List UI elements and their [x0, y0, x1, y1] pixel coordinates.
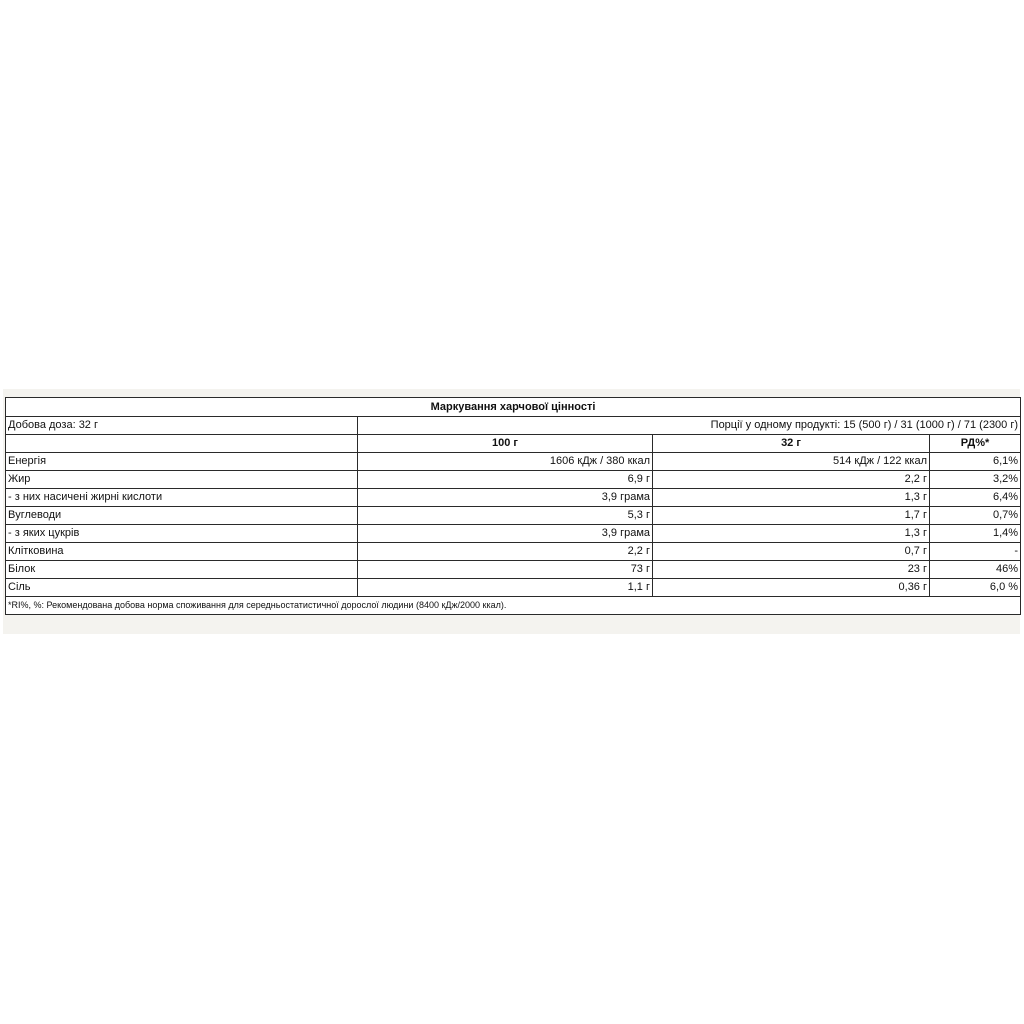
per-32g-value: 514 кДж / 122 ккал	[653, 453, 930, 471]
nutrient-name: Вуглеводи	[6, 507, 358, 525]
per-100g-value: 3,9 грама	[358, 489, 653, 507]
table-title: Маркування харчової цінності	[6, 398, 1021, 417]
table-row	[6, 489, 1021, 507]
table-row	[6, 525, 1021, 543]
rd-percent-value: 6,0 %	[930, 579, 1021, 597]
rd-percent-value: 6,4%	[930, 489, 1021, 507]
per-100g-value: 1606 кДж / 380 ккал	[358, 453, 653, 471]
table-title-row	[6, 398, 1021, 417]
per-32g-value: 0,36 г	[653, 579, 930, 597]
nutrient-name: Енергія	[6, 453, 358, 471]
header-row	[6, 435, 1021, 453]
per-32g-value: 23 г	[653, 561, 930, 579]
table-row	[6, 453, 1021, 471]
nutrient-name: Жир	[6, 471, 358, 489]
dose-row	[6, 417, 1021, 435]
nutrient-name: Клітковина	[6, 543, 358, 561]
per-32g-value: 2,2 г	[653, 471, 930, 489]
nutrition-facts-table	[5, 397, 1021, 615]
rd-percent-value: 1,4%	[930, 525, 1021, 543]
per-100g-value: 73 г	[358, 561, 653, 579]
table-row	[6, 543, 1021, 561]
footnote: *RI%, %: Рекомендована добова норма споживання для середньостатистичної дорослої людини (8400 кДж/2000 ккал).	[6, 597, 1021, 615]
header-rd-percent: РД%*	[930, 435, 1021, 453]
table-row	[6, 507, 1021, 525]
per-32g-value: 0,7 г	[653, 543, 930, 561]
per-32g-value: 1,7 г	[653, 507, 930, 525]
per-100g-value: 2,2 г	[358, 543, 653, 561]
per-32g-value: 1,3 г	[653, 525, 930, 543]
daily-dose-label: Добова доза: 32 г	[6, 417, 358, 435]
rd-percent-value: 0,7%	[930, 507, 1021, 525]
nutrient-name: Сіль	[6, 579, 358, 597]
table-row	[6, 471, 1021, 489]
table-row	[6, 579, 1021, 597]
per-100g-value: 1,1 г	[358, 579, 653, 597]
nutrient-name: - з них насичені жирні кислоти	[6, 489, 358, 507]
header-per-100g: 100 г	[358, 435, 653, 453]
rd-percent-value: -	[930, 543, 1021, 561]
per-32g-value: 1,3 г	[653, 489, 930, 507]
servings-label: Порції у одному продукті: 15 (500 г) / 31 (1000 г) / 71 (2300 г)	[358, 417, 1021, 435]
rd-percent-value: 6,1%	[930, 453, 1021, 471]
footnote-row	[6, 597, 1021, 615]
header-empty-cell	[6, 435, 358, 453]
nutrient-name: Білок	[6, 561, 358, 579]
rd-percent-value: 3,2%	[930, 471, 1021, 489]
per-100g-value: 5,3 г	[358, 507, 653, 525]
nutrient-name: - з яких цукрів	[6, 525, 358, 543]
per-100g-value: 6,9 г	[358, 471, 653, 489]
rd-percent-value: 46%	[930, 561, 1021, 579]
per-100g-value: 3,9 грама	[358, 525, 653, 543]
table-row	[6, 561, 1021, 579]
header-per-32g: 32 г	[653, 435, 930, 453]
